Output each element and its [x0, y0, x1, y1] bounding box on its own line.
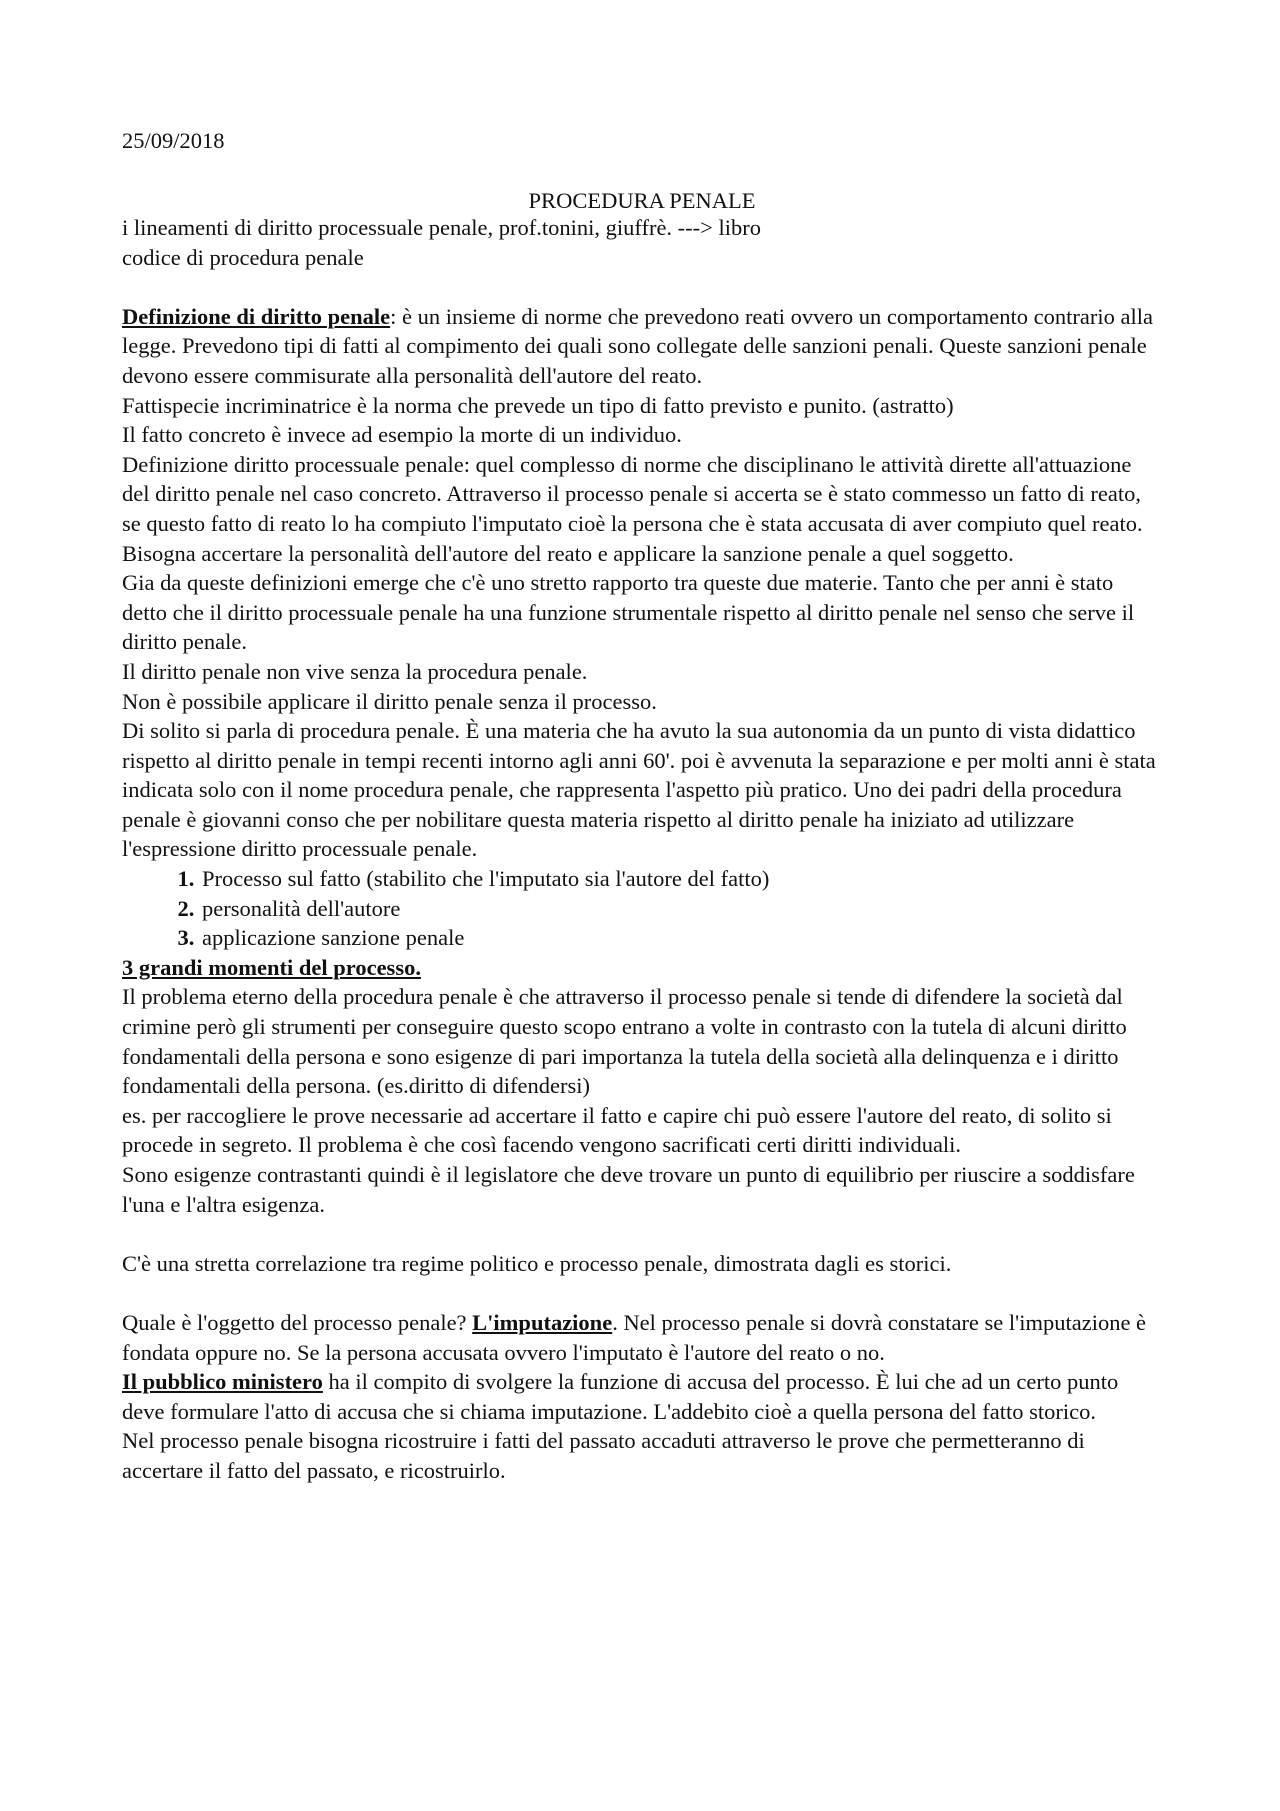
- paragraph: Sono esigenze contrastanti quindi è il legislatore che deve trovare un punto di equilibrio per riuscire a soddisfare l'una e l'altra esigenza.: [122, 1162, 1135, 1217]
- definition-penal-paragraph: [122, 302, 1162, 391]
- paragraph: Fattispecie incriminatrice è la norma che prevede un tipo di fatto previsto e punito. (astratto): [122, 392, 954, 418]
- document-body: [122, 213, 1162, 1486]
- paragraph: Il diritto penale non vive senza la procedura penale.: [122, 658, 588, 684]
- blank-line: [122, 1278, 1162, 1308]
- paragraph: Il fatto concreto è invece ad esempio la morte di un individuo.: [122, 422, 682, 448]
- definition-penal-label: Definizione di diritto penale: [122, 303, 391, 329]
- intro-line: codice di procedura penale: [122, 244, 364, 270]
- paragraph: es. per raccogliere le prove necessarie ad accertare il fatto e capire chi può essere l'autore del reato, di solito si procede in segreto. Il problema è che così facendo vengono sacrificati certi diritti individuali.: [122, 1102, 1112, 1158]
- definition-penal-text: : è un insieme di norme che prevedono reati ovvero un comportamento contrario alla legge. Prevedono tipi di fatti al compimento dei quali sono collegate delle sanzioni penali. Queste sanzioni penale devono essere commisurate alla personalità dell'autore del reato.: [122, 303, 1153, 388]
- process-moments-list: [122, 864, 1162, 953]
- closing-paragraph: Nel processo penale bisogna ricostruire i fatti del passato accaduti attraverso le prove che permetteranno di accertare il fatto del passato, e ricostruirlo.: [122, 1428, 1085, 1483]
- pm-text: ha il compito di svolgere la funzione di accusa del processo. È lui che ad un certo punto deve formulare l'atto di accusa che si chiama imputazione. L'addebito cioè a quella persona del fatto storico.: [122, 1369, 1119, 1424]
- object-text: . Nel processo penale si dovrà constatare se l'imputazione è fondata oppure no. Se la persona accusata ovvero l'imputato è l'autore del reato o no.: [122, 1309, 1147, 1365]
- paragraph: Bisogna accertare la personalità dell'autore del reato e applicare la sanzione penale a quel soggetto.: [122, 540, 1014, 566]
- paragraph: Di solito si parla di procedura penale. È una materia che ha avuto la sua autonomia da un punto di vista didattico rispetto al diritto penale in tempi recenti intorno agli anni 60'. poi è avvenuta la separazione e per molti anni è stata indicata solo con il nome procedura penale, che rappresenta l'aspetto più pratico. Uno dei padri della procedura penale è giovanni conso che per nobilitare questa materia rispetto al diritto penale ha iniziato ad utilizzare l'espressione diritto processuale penale.: [122, 718, 1156, 862]
- paragraph: Non è possibile applicare il diritto penale senza il processo.: [122, 688, 657, 714]
- list-item: 3. applicazione sanzione penale: [200, 923, 1162, 953]
- pm-label: Il pubblico ministero: [122, 1369, 323, 1395]
- document-title: PROCEDURA PENALE: [528, 188, 756, 213]
- paragraph: Definizione diritto processuale penale: quel complesso di norme che disciplinano le attività dirette all'attuazione del diritto penale nel caso concreto. Attraverso il processo penale si accerta se è stato commesso un fatto di reato, se questo fatto di reato lo ha compiuto l'imputato cioè la persona che è stata accusata di aver compiuto quel reato.: [122, 451, 1143, 536]
- correlation-paragraph: C'è una stretta correlazione tra regime politico e processo penale, dimostrata dagli es storici.: [122, 1250, 952, 1276]
- object-label: L'imputazione: [472, 1309, 613, 1335]
- list-item: 2. personalità dell'autore: [200, 894, 1162, 924]
- object-question: Quale è l'oggetto del processo penale?: [122, 1309, 473, 1335]
- blank-line: [122, 1219, 1162, 1249]
- list-item: 1. Processo sul fatto (stabilito che l'imputato sia l'autore del fatto): [200, 864, 1162, 894]
- paragraph: Gia da queste definizioni emerge che c'è uno stretto rapporto tra queste due materie. Tanto che per anni è stato detto che il diritto processuale penale ha una funzione strumentale rispetto al diritto penale nel senso che serve il diritto penale.: [122, 570, 1135, 655]
- intro-line: i lineamenti di diritto processuale penale, prof.tonini, giuffrè. ---> libro: [122, 215, 761, 240]
- blank-line: [122, 272, 1162, 302]
- document-date: 25/09/2018: [122, 128, 225, 153]
- object-paragraph: [122, 1308, 1162, 1367]
- paragraph: Il problema eterno della procedura penale è che attraverso il processo penale si tende di difendere la società dal crimine però gli strumenti per conseguire questo scopo entrano a volte in contrasto con la tutela di alcuni diritto fondamentali della persona e sono esigenze di pari importanza la tutela della società alla delinquenza e i diritto fondamentali della persona. (es.diritto di difendersi): [122, 984, 1127, 1099]
- list-heading: 3 grandi momenti del processo.: [122, 954, 421, 980]
- pm-paragraph: [122, 1367, 1162, 1426]
